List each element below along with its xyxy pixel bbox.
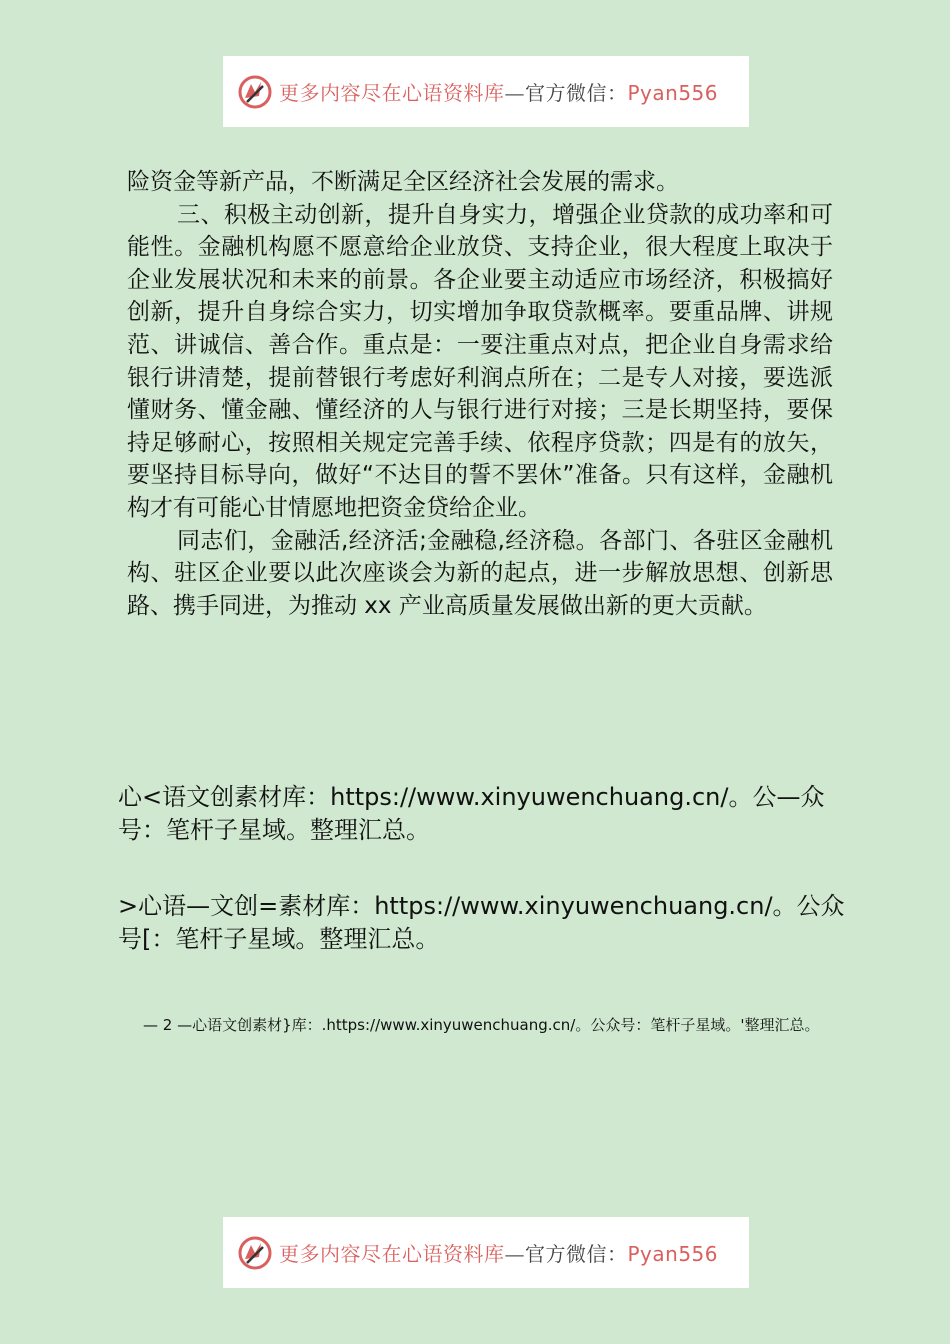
banner-text: 更多内容尽在心语资料库—官方微信：Pyan556 xyxy=(279,1242,719,1266)
document-body xyxy=(127,166,833,622)
fox-logo-icon xyxy=(237,1235,273,1271)
source-note: >心语—文创=素材库：https://www.xinyuwenchuang.cn/。公众号[：笔杆子星域。整理汇总。 xyxy=(118,892,845,953)
source-note: 心<语文创素材库：https://www.xinyuwenchuang.cn/。公—众号：笔杆子星域。整理汇总。 xyxy=(118,783,825,844)
page-footer: — 2 —心语文创素材}库：.https://www.xinyuwenchuang.cn/。公众号：笔杆子星域。'整理汇总。 xyxy=(143,1016,820,1034)
paragraph: 同志们，金融活,经济活;金融稳,经济稳。各部门、各驻区金融机构、驻区企业要以此次座谈会为新的起点，进一步解放思想、创新思路、携手同进，为推动 xx 产业高质量发展做出新的更大贡献。 xyxy=(127,527,833,619)
banner-text: 更多内容尽在心语资料库—官方微信：Pyan556 xyxy=(279,81,719,105)
paragraph: 险资金等新产品，不断满足全区经济社会发展的需求。 xyxy=(127,169,679,195)
fox-logo-icon xyxy=(237,74,273,110)
bottom-banner xyxy=(223,1217,749,1288)
paragraph: 三、积极主动创新，提升自身实力，增强企业贷款的成功率和可能性。金融机构愿不愿意给企业放贷、支持企业，很大程度上取决于企业发展状况和未来的前景。各企业要主动适应市场经济，积极搞好创新，提升自身综合实力，切实增加争取贷款概率。要重品牌、讲规范、讲诚信、善合作。重点是：一要注重点对点，把企业自身需求给银行讲清楚，提前替银行考虑好利润点所在；二是专人对接，要选派懂财务、懂金融、懂经济的人与银行进行对接；三是长期坚持，要保持足够耐心，按照相关规定完善手续、依程序贷款；四是有的放矢，要坚持目标导向，做好“不达目的誓不罢休”准备。只有这样，金融机构才有可能心甘情愿地把资金贷给企业。 xyxy=(127,201,833,521)
top-banner xyxy=(223,56,749,127)
